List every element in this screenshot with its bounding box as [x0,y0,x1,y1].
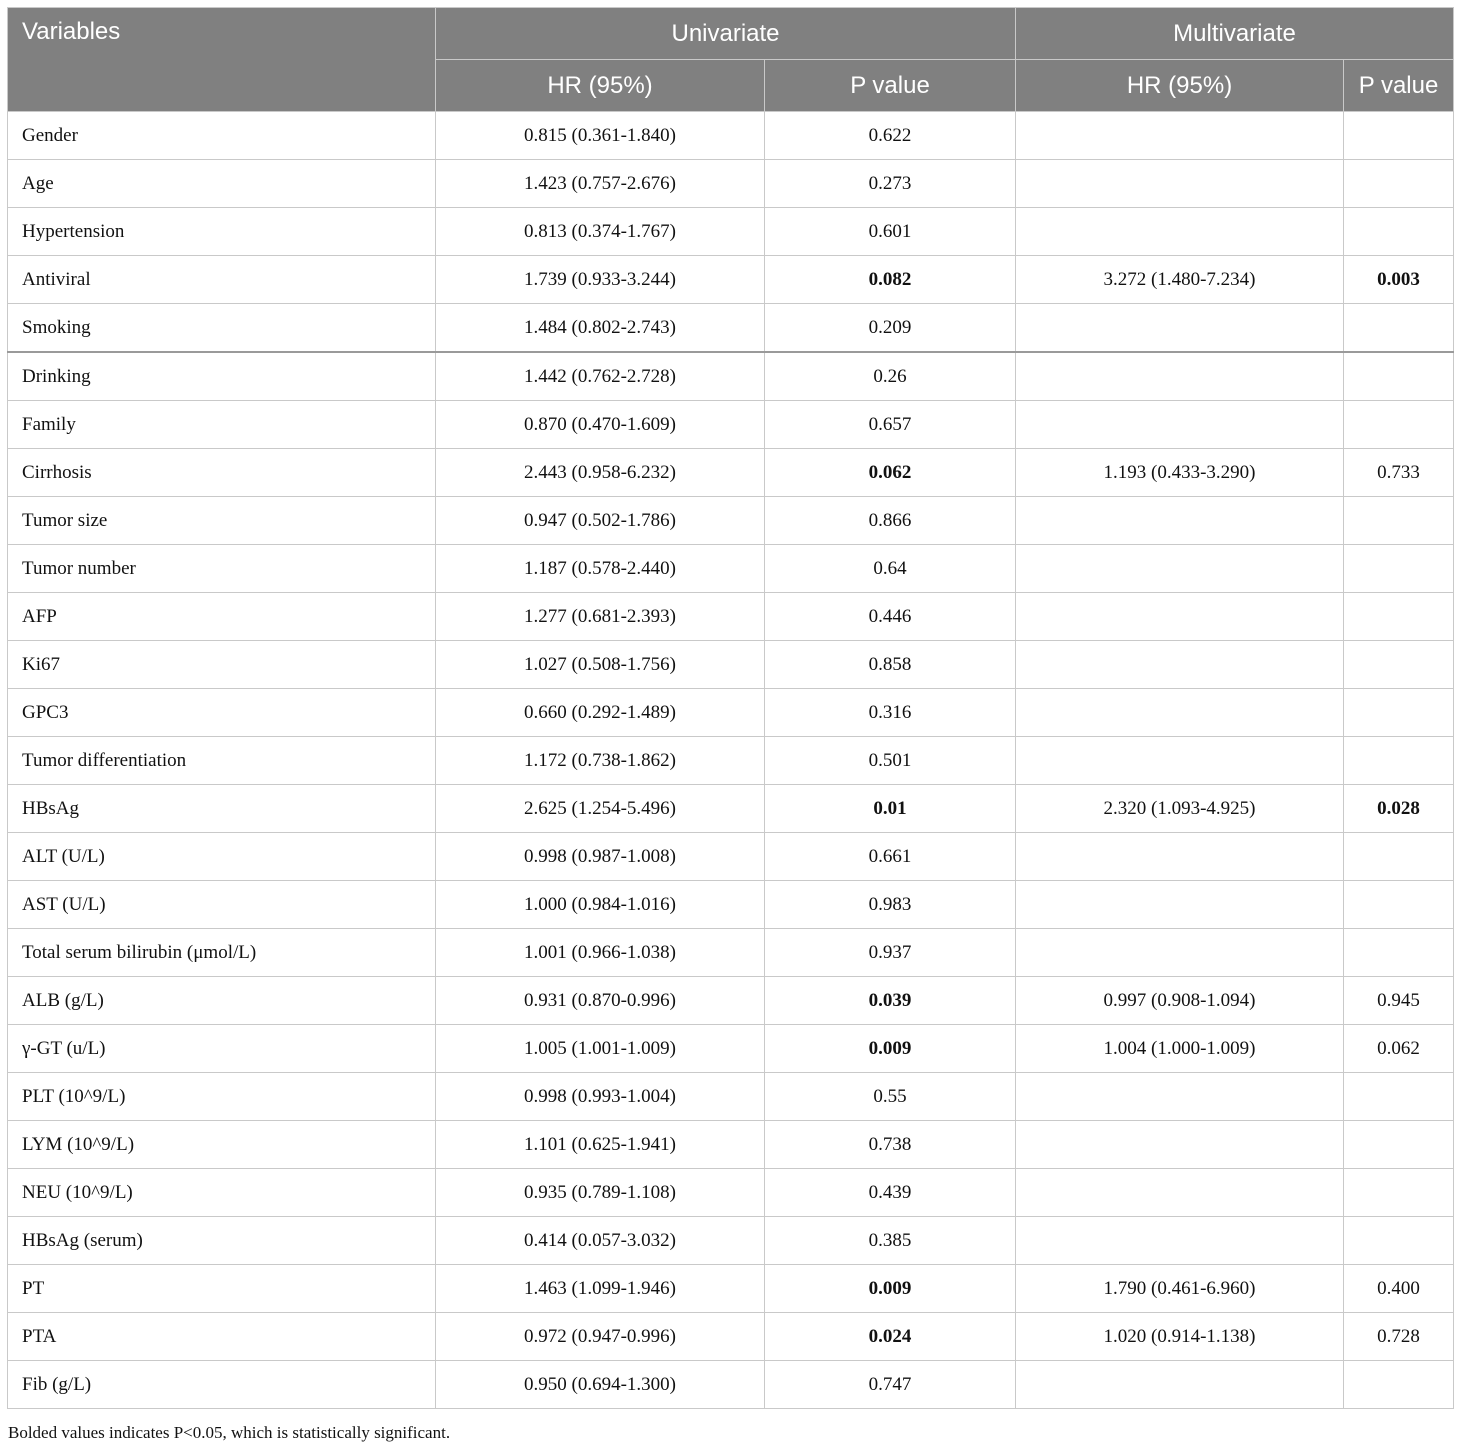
univariate-p-cell: 0.747 [765,1361,1016,1409]
variable-cell: Family [8,401,436,449]
multivariate-hr-cell [1016,833,1344,881]
multivariate-p-cell: 0.728 [1344,1313,1454,1361]
multivariate-p-cell [1344,929,1454,977]
univariate-hr-cell: 0.815 (0.361-1.840) [436,112,765,160]
univariate-hr-cell: 0.972 (0.947-0.996) [436,1313,765,1361]
variable-cell: Tumor size [8,497,436,545]
table-body [8,112,1454,1409]
multivariate-p-cell [1344,1361,1454,1409]
table-row [8,833,1454,881]
multivariate-p-cell [1344,545,1454,593]
multivariate-hr-cell [1016,593,1344,641]
table-row [8,641,1454,689]
multivariate-hr-cell [1016,1169,1344,1217]
univariate-p-cell: 0.858 [765,641,1016,689]
univariate-hr-cell: 0.414 (0.057-3.032) [436,1217,765,1265]
univariate-hr-cell: 0.870 (0.470-1.609) [436,401,765,449]
variable-cell: GPC3 [8,689,436,737]
univariate-header: Univariate [436,8,1016,60]
header-row-groups [8,8,1454,60]
univariate-p-cell: 0.64 [765,545,1016,593]
multivariate-hr-cell [1016,208,1344,256]
multivariate-p-cell [1344,304,1454,353]
univariate-p-header: P value [765,60,1016,112]
univariate-hr-cell: 1.484 (0.802-2.743) [436,304,765,353]
univariate-p-cell [765,1025,1016,1073]
multivariate-hr-cell: 2.320 (1.093-4.925) [1016,785,1344,833]
multivariate-hr-cell [1016,545,1344,593]
variable-cell: Ki67 [8,641,436,689]
univariate-hr-cell: 1.187 (0.578-2.440) [436,545,765,593]
variable-cell: Smoking [8,304,436,353]
univariate-p-cell: 0.26 [765,352,1016,401]
univariate-p-cell: 0.601 [765,208,1016,256]
multivariate-p-cell [1344,160,1454,208]
variable-cell: Gender [8,112,436,160]
variable-cell: PTA [8,1313,436,1361]
univariate-hr-cell: 1.000 (0.984-1.016) [436,881,765,929]
table-row [8,497,1454,545]
univariate-p-cell-bold-value: 0.039 [868,989,912,1011]
variable-cell: Hypertension [8,208,436,256]
multivariate-hr-header: HR (95%) [1016,60,1344,112]
univariate-p-cell: 0.55 [765,1073,1016,1121]
multivariate-hr-cell: 3.272 (1.480-7.234) [1016,256,1344,304]
table-row [8,977,1454,1025]
univariate-p-cell: 0.937 [765,929,1016,977]
multivariate-hr-cell [1016,1073,1344,1121]
univariate-hr-cell: 0.998 (0.993-1.004) [436,1073,765,1121]
multivariate-header: Multivariate [1016,8,1454,60]
table-row [8,401,1454,449]
footnote: Bolded values indicates P<0.05, which is statistically significant. [8,1423,451,1442]
variable-cell: γ-GT (u/L) [8,1025,436,1073]
multivariate-p-cell [1344,401,1454,449]
univariate-p-cell-bold-value: 0.024 [868,1325,912,1347]
table-row [8,256,1454,304]
univariate-hr-cell: 1.277 (0.681-2.393) [436,593,765,641]
univariate-hr-cell: 1.101 (0.625-1.941) [436,1121,765,1169]
table-row [8,689,1454,737]
variable-cell: Fib (g/L) [8,1361,436,1409]
multivariate-p-cell [1344,352,1454,401]
variable-cell: Antiviral [8,256,436,304]
univariate-p-cell-bold-value: 0.009 [868,1277,912,1299]
univariate-hr-cell: 1.463 (1.099-1.946) [436,1265,765,1313]
table-row [8,449,1454,497]
table-row [8,304,1454,353]
univariate-p-cell: 0.738 [765,1121,1016,1169]
multivariate-p-cell [1344,256,1454,304]
univariate-p-cell [765,256,1016,304]
multivariate-p-cell [1344,112,1454,160]
variable-cell: Total serum bilirubin (μmol/L) [8,929,436,977]
univariate-hr-cell: 0.660 (0.292-1.489) [436,689,765,737]
univariate-p-cell [765,785,1016,833]
variable-cell: AST (U/L) [8,881,436,929]
table-row [8,208,1454,256]
univariate-hr-cell: 0.998 (0.987-1.008) [436,833,765,881]
univariate-hr-cell: 1.027 (0.508-1.756) [436,641,765,689]
multivariate-hr-cell [1016,1217,1344,1265]
univariate-p-cell: 0.385 [765,1217,1016,1265]
multivariate-p-cell: 0.400 [1344,1265,1454,1313]
variable-cell: HBsAg (serum) [8,1217,436,1265]
univariate-hr-cell: 1.423 (0.757-2.676) [436,160,765,208]
univariate-p-cell: 0.983 [765,881,1016,929]
univariate-p-cell: 0.316 [765,689,1016,737]
table-row [8,1217,1454,1265]
multivariate-p-cell [1344,1217,1454,1265]
variables-header: Variables [8,8,436,112]
table-row [8,1265,1454,1313]
univariate-hr-cell: 0.931 (0.870-0.996) [436,977,765,1025]
univariate-p-cell: 0.866 [765,497,1016,545]
table-row [8,1169,1454,1217]
univariate-p-cell [765,1265,1016,1313]
variable-cell: Tumor number [8,545,436,593]
multivariate-hr-cell [1016,352,1344,401]
univariate-p-cell-bold-value: 0.082 [868,268,912,290]
multivariate-hr-cell: 1.020 (0.914-1.138) [1016,1313,1344,1361]
multivariate-p-cell [1344,641,1454,689]
univariate-hr-cell: 1.001 (0.966-1.038) [436,929,765,977]
variable-cell: ALB (g/L) [8,977,436,1025]
multivariate-p-cell [1344,737,1454,785]
univariate-p-cell: 0.661 [765,833,1016,881]
multivariate-p-cell-bold-value: 0.028 [1377,797,1420,819]
multivariate-hr-cell: 1.790 (0.461-6.960) [1016,1265,1344,1313]
table-row [8,1073,1454,1121]
variable-cell: HBsAg [8,785,436,833]
variable-cell: PT [8,1265,436,1313]
table-row [8,1313,1454,1361]
multivariate-hr-cell [1016,689,1344,737]
univariate-p-cell-bold-value: 0.009 [868,1037,912,1059]
multivariate-hr-cell [1016,497,1344,545]
univariate-p-cell: 0.446 [765,593,1016,641]
multivariate-p-header: P value [1344,60,1454,112]
multivariate-hr-cell: 1.193 (0.433-3.290) [1016,449,1344,497]
variable-cell: Cirrhosis [8,449,436,497]
univariate-p-cell: 0.657 [765,401,1016,449]
univariate-p-cell: 0.501 [765,737,1016,785]
univariate-hr-cell: 1.005 (1.001-1.009) [436,1025,765,1073]
multivariate-hr-cell [1016,1121,1344,1169]
multivariate-hr-cell [1016,929,1344,977]
multivariate-p-cell [1344,497,1454,545]
univariate-p-cell: 0.273 [765,160,1016,208]
table-row [8,160,1454,208]
table-row [8,737,1454,785]
multivariate-p-cell-bold-value: 0.003 [1377,268,1420,290]
multivariate-p-cell [1344,881,1454,929]
univariate-hr-cell: 1.442 (0.762-2.728) [436,352,765,401]
univariate-p-cell [765,1313,1016,1361]
variable-cell: Age [8,160,436,208]
multivariate-p-cell [1344,1073,1454,1121]
multivariate-hr-cell [1016,304,1344,353]
multivariate-hr-cell: 0.997 (0.908-1.094) [1016,977,1344,1025]
univariate-hr-header: HR (95%) [436,60,765,112]
multivariate-hr-cell [1016,737,1344,785]
table-row [8,785,1454,833]
multivariate-hr-cell [1016,1361,1344,1409]
table-row [8,1361,1454,1409]
multivariate-p-cell: 0.062 [1344,1025,1454,1073]
variable-cell: Tumor differentiation [8,737,436,785]
univariate-hr-cell: 0.950 (0.694-1.300) [436,1361,765,1409]
univariate-hr-cell: 2.625 (1.254-5.496) [436,785,765,833]
table-row [8,112,1454,160]
multivariate-hr-cell [1016,401,1344,449]
univariate-p-cell-bold-value: 0.062 [868,461,912,483]
multivariate-p-cell [1344,833,1454,881]
univariate-hr-cell: 1.172 (0.738-1.862) [436,737,765,785]
multivariate-p-cell: 0.733 [1344,449,1454,497]
multivariate-hr-cell [1016,881,1344,929]
multivariate-p-cell [1344,1169,1454,1217]
multivariate-hr-cell [1016,641,1344,689]
table-row [8,352,1454,401]
variable-cell: ALT (U/L) [8,833,436,881]
variable-cell: NEU (10^9/L) [8,1169,436,1217]
univariate-hr-cell: 0.947 (0.502-1.786) [436,497,765,545]
univariate-p-cell: 0.209 [765,304,1016,353]
table-row [8,593,1454,641]
univariate-p-cell: 0.622 [765,112,1016,160]
variable-cell: AFP [8,593,436,641]
univariate-hr-cell: 1.739 (0.933-3.244) [436,256,765,304]
variable-cell: LYM (10^9/L) [8,1121,436,1169]
univariate-p-cell [765,449,1016,497]
multivariate-p-cell: 0.945 [1344,977,1454,1025]
univariate-hr-cell: 2.443 (0.958-6.232) [436,449,765,497]
table-row [8,929,1454,977]
variable-cell: PLT (10^9/L) [8,1073,436,1121]
univariate-hr-cell: 0.935 (0.789-1.108) [436,1169,765,1217]
variable-cell: Drinking [8,352,436,401]
table-row [8,1025,1454,1073]
univariate-hr-cell: 0.813 (0.374-1.767) [436,208,765,256]
univariate-p-cell-bold-value: 0.01 [873,797,907,819]
multivariate-hr-cell [1016,112,1344,160]
univariate-p-cell [765,977,1016,1025]
multivariate-hr-cell [1016,160,1344,208]
table-row [8,545,1454,593]
table-row [8,1121,1454,1169]
multivariate-p-cell [1344,689,1454,737]
univariate-p-cell: 0.439 [765,1169,1016,1217]
multivariate-p-cell [1344,593,1454,641]
multivariate-p-cell [1344,785,1454,833]
regression-table [7,7,1454,1409]
multivariate-hr-cell: 1.004 (1.000-1.009) [1016,1025,1344,1073]
table-row [8,881,1454,929]
multivariate-p-cell [1344,1121,1454,1169]
multivariate-p-cell [1344,208,1454,256]
